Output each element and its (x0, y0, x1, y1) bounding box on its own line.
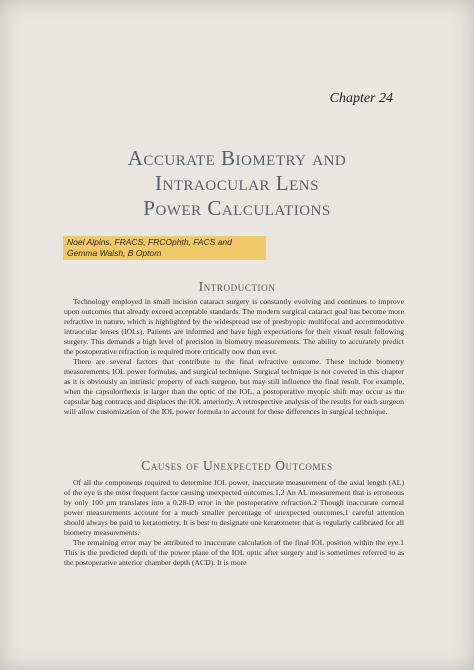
author-line: Noel Alpins, FRACS, FRCOphth, FACS and (67, 237, 232, 247)
section-body-introduction (64, 297, 404, 417)
paragraph: Technology employed in small incision cataract surgery is constantly evolving and continues to improve upon outcomes that already exceed acceptable standards. The modern surgical cataract goal has become more refractive in nature, which is highlighted by the widespread use of presbyopic multifocal and accommodative intraocular lenses (IOLs). Patients are informed and have high expectations for their visual result following surgery. This demands a high level of precision in biometry measurements. The ability to accurately predict the postoperative refraction is required more critically now than ever. (64, 297, 404, 356)
paragraph: There are several factors that contribute to the final refractive outcome. These include biometry measurements, IOL power formulas, and surgical technique. Surgical technique is not covered in this chapter as it is obviously an intrinsic property of each surgeon, but may still influence the final result. For example, when the capsulorrhexis is larger than the optic of the IOL, a postoperative myopic shift may occur as the capsular bag contracts and displaces the IOL anteriorly. A retrospective analysis of the results for each surgeon will allow customization of the IOL power formula to account for these differences in surgical technique. (64, 357, 404, 416)
title-line: Intraocular Lens (155, 171, 319, 195)
section-heading-causes: Causes of Unexpected Outcomes (141, 458, 333, 473)
chapter-label: Chapter 24 (329, 91, 393, 106)
section-body-causes (64, 478, 404, 568)
section-heading-introduction: Introduction (198, 279, 276, 294)
author-line: Gemma Walsh, B Optom (67, 248, 162, 258)
paragraph: The remaining error may be attributed to inaccurate calculation of the final IOL position within the eye.1 This is the predicted depth of the power plane of the IOL optic after surgery and is sometimes referred to as the postoperative anterior chamber depth (ACD). It is more (64, 538, 404, 567)
title-line: Power Calculations (143, 196, 331, 220)
author-box (63, 236, 266, 260)
title-line: Accurate Biometry and (127, 146, 347, 170)
paragraph: Of all the components required to determine IOL power, inaccurate measurement of the axial length (AL) of the eye is the most frequent factor causing unexpected outcomes.1,2 An AL measurement that is erroneous by only 100 µm translates into a 0.28-D error in the postoperative refraction.2 Though inaccurate corneal power measurements account for a much smaller percentage of unexpected outcomes,1 careful attention should always be paid to keratometry. It is best to designate one keratometer that is regularly calibrated for all biometry measurements. (64, 478, 404, 537)
chapter-title (0, 146, 474, 221)
